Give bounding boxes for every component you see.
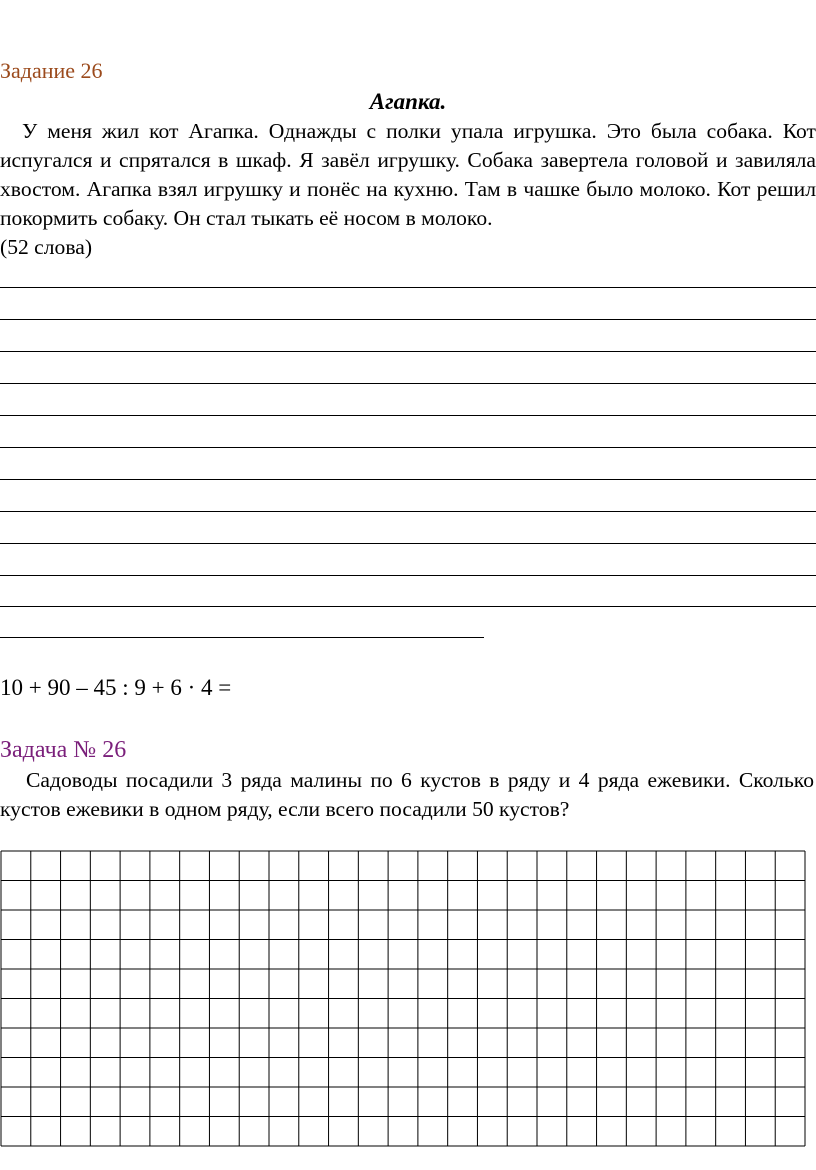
problem-text: Садоводы посадили 3 ряда малины по 6 кустов в ряду и 4 ряда ежевики. Сколько кустов ежевики в одном ряду, если всего посадили 50 кустов?	[0, 768, 814, 821]
writing-line	[0, 637, 484, 638]
math-expression: 10 + 90 – 45 : 9 + 6 · 4 =	[0, 675, 232, 700]
task-heading: Задание 26	[0, 58, 103, 83]
answer-grid	[0, 850, 816, 1150]
writing-line	[0, 575, 816, 576]
writing-line	[0, 606, 816, 607]
writing-line	[0, 383, 816, 384]
writing-line	[0, 479, 816, 480]
writing-line	[0, 287, 816, 288]
writing-line	[0, 351, 816, 352]
writing-line	[0, 543, 816, 544]
story-title: Агапка.	[369, 89, 447, 114]
writing-line	[0, 447, 816, 448]
word-count: (52 слова)	[0, 235, 93, 259]
story-text: У меня жил кот Агапка. Однажды с полки упала игрушка. Это была собака. Кот испугался и спрятался в шкаф. Я завёл игрушку. Собака завертела головой и завиляла хвостом. Агапка взял игрушку и понёс на кухню. Там в чашке было молоко. Кот решил покормить собаку. Он стал тыкать её носом в молоко.	[0, 119, 816, 230]
writing-line	[0, 415, 816, 416]
problem-heading: Задача № 26	[0, 737, 127, 763]
writing-line	[0, 511, 816, 512]
writing-line	[0, 319, 816, 320]
